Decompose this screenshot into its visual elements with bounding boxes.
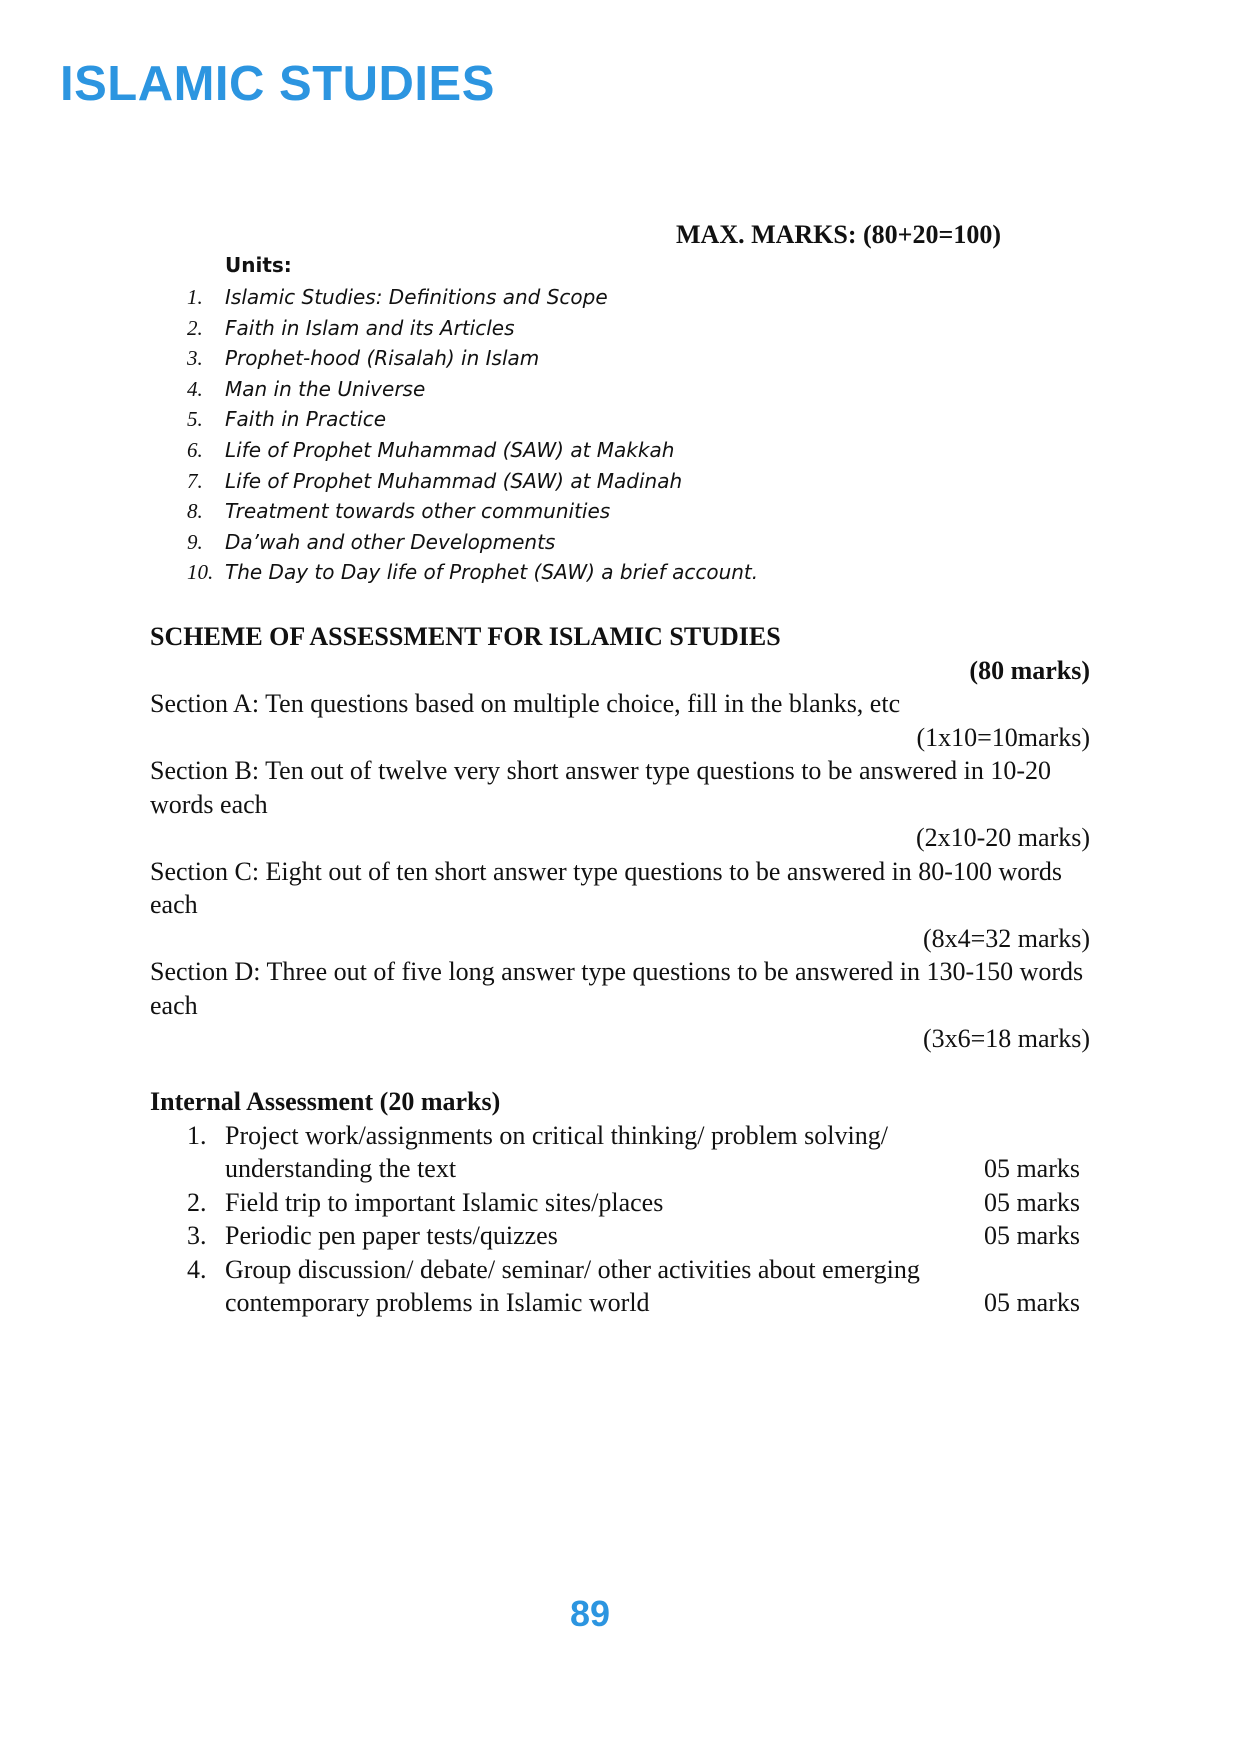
unit-text: Prophet-hood (Risalah) in Islam [225,346,540,371]
page-title: ISLAMIC STUDIES [60,57,495,111]
unit-text: Life of Prophet Muhammad (SAW) at Makkah [225,437,675,462]
unit-item [187,282,758,313]
unit-number: 3. [187,346,203,371]
unit-number: 4. [187,376,203,401]
unit-item [187,557,758,588]
unit-number: 2. [187,315,203,340]
internal-item-line: Periodic pen paper tests/quizzes [225,1221,558,1250]
unit-item [187,313,758,344]
internal-item-number: 1. [187,1120,207,1150]
unit-item [187,527,758,558]
internal-item-line: contemporary problems in Islamic world [225,1288,650,1317]
section-a-text: Section A: Ten questions based on multiple choice, fill in the blanks, etc [150,689,901,718]
unit-item [187,404,758,435]
units-heading: Units: [225,253,292,277]
internal-item-line-marks [225,1286,1080,1320]
internal-item-line-marks [225,1186,1080,1220]
internal-heading: Internal Assessment (20 marks) [150,1087,501,1116]
internal-item-number: 2. [187,1187,207,1217]
internal-item [150,1219,1080,1253]
unit-number: 9. [187,529,203,554]
unit-item [187,496,758,527]
unit-item [187,343,758,374]
internal-item [150,1253,1080,1320]
unit-number: 8. [187,499,203,524]
internal-item-line: Project work/assignments on critical thinking/ problem solving/ [225,1120,888,1150]
unit-number: 1. [187,285,203,309]
internal-item-marks: 05 marks [983,1187,1080,1217]
internal-item-line: Field trip to important Islamic sites/places [225,1187,664,1217]
unit-text: Islamic Studies: Definitions and Scope [225,285,608,309]
internal-item [150,1186,1080,1220]
unit-text: Da’wah and other Developments [225,529,556,554]
scheme-heading: SCHEME OF ASSESSMENT FOR ISLAMIC STUDIES [150,622,781,651]
internal-item-line-marks [225,1152,1080,1186]
section-d-text: Section D: Three out of five long answer type questions to be answered in 130-150 words each [150,957,1084,1020]
unit-item [187,374,758,405]
internal-item-line: Group discussion/ debate/ seminar/ other activities about emerging [225,1254,920,1284]
units-list [187,282,758,588]
unit-item [187,435,758,466]
section-d-marks: (3x6=18 marks) [922,1024,1090,1053]
internal-item-line-marks [225,1219,1080,1253]
internal-item-number: 4. [187,1254,207,1284]
unit-text: Treatment towards other communities [225,499,611,524]
section-b-text: Section B: Ten out of twelve very short answer type questions to be answered in 10-20 words each [150,756,1052,819]
max-marks: MAX. MARKS: (80+20=100) [676,220,1001,249]
section-c-text: Section C: Eight out of ten short answer type questions to be answered in 80-100 words each [150,856,1063,919]
unit-text: Faith in Islam and its Articles [225,315,515,340]
unit-item [187,466,758,497]
unit-text: Life of Prophet Muhammad (SAW) at Madinah [225,468,683,493]
section-b-marks: (2x10-20 marks) [915,823,1090,852]
unit-number: 7. [187,468,203,493]
internal-item-line: understanding the text [225,1154,457,1183]
section-c-marks: (8x4=32 marks) [922,923,1090,953]
unit-text: Man in the Universe [225,376,426,401]
page-number: 89 [569,1593,611,1634]
unit-number: 10. [187,560,214,585]
internal-item-number: 3. [187,1221,207,1250]
unit-text: Faith in Practice [225,407,387,432]
section-a-marks: (1x10=10marks) [916,722,1090,752]
unit-number: 6. [187,437,203,462]
scheme-total-marks: (80 marks) [969,655,1090,685]
internal-item-marks: 05 marks [983,1288,1080,1317]
internal-item-marks: 05 marks [983,1154,1080,1183]
internal-list [150,1119,1080,1320]
unit-number: 5. [187,407,203,432]
assessment-scheme [150,620,1090,1056]
internal-item-marks: 05 marks [983,1221,1080,1250]
internal-assessment [150,1085,1080,1320]
unit-text: The Day to Day life of Prophet (SAW) a brief account. [225,560,759,585]
internal-item [150,1119,1080,1186]
